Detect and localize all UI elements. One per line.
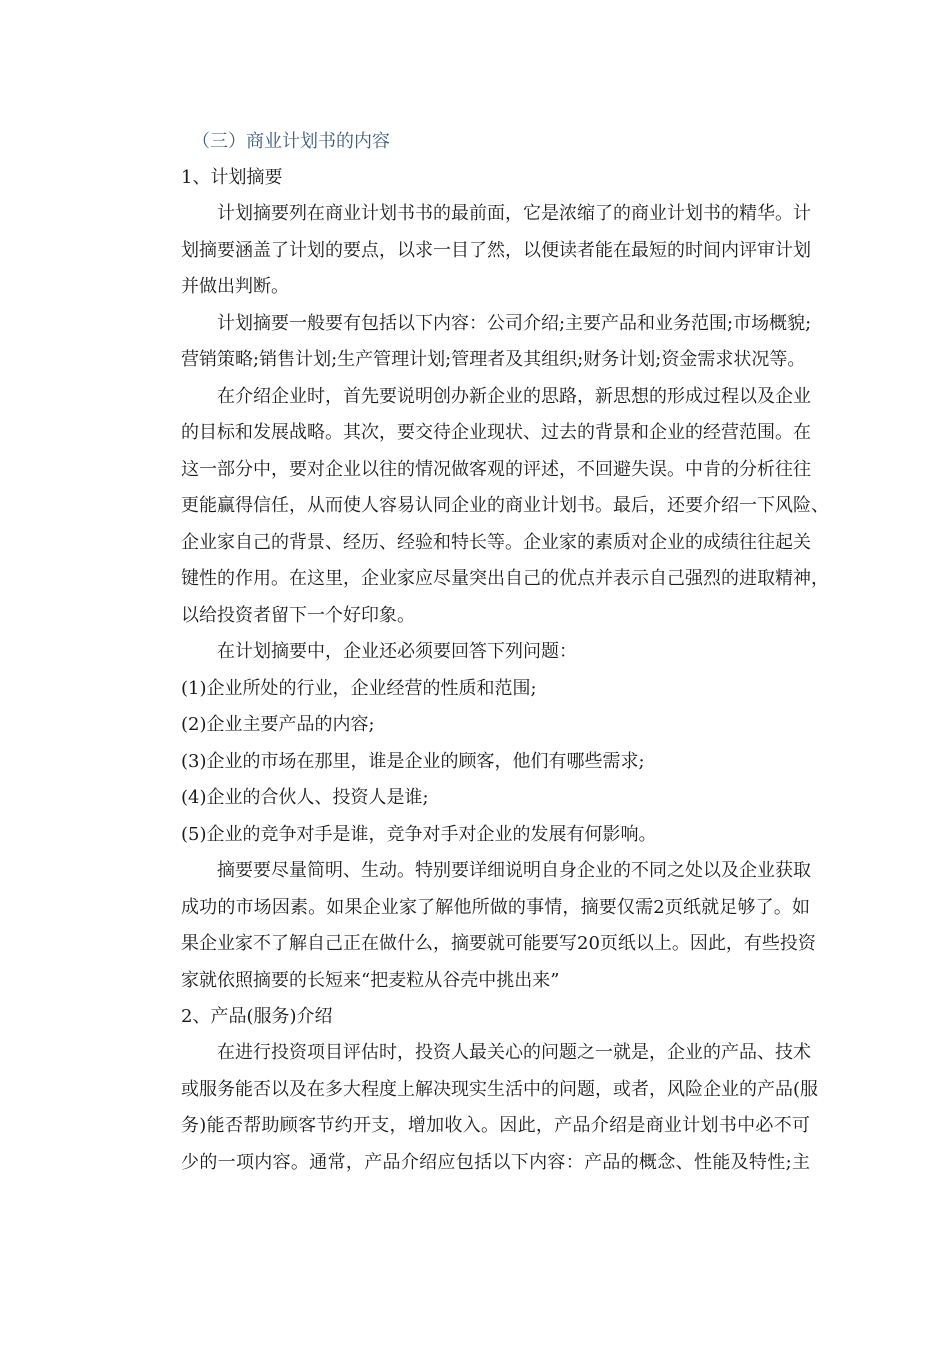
list-item: (2)企业主要产品的内容; xyxy=(181,714,375,735)
text-line: 少的一项内容。通常，产品介绍应包括以下内容：产品的概念、性能及特性;主 xyxy=(181,1151,810,1173)
text-line: 成功的市场因素。如果企业家了解他所做的事情，摘要仅需2页纸就足够了。如 xyxy=(181,896,810,918)
text-line: 或服务能否以及在多大程度上解决现实生活中的问题，或者，风险企业的产品(服 xyxy=(181,1078,819,1100)
text-line: 这一部分中，要对企业以往的情况做客观的评述，不回避失误。中肯的分析往往 xyxy=(181,458,811,480)
heading-plan-summary: 1、计划摘要 xyxy=(181,167,283,188)
list-item: (3)企业的市场在那里，谁是企业的顾客，他们有哪些需求; xyxy=(181,750,645,772)
document-body xyxy=(145,124,829,1181)
text-line: 并做出判断。 xyxy=(181,276,289,297)
paragraph-summary-contents xyxy=(145,306,810,379)
text-line: 营销策略;销售计划;生产管理计划;管理者及其组织;财务计划;资金需求状况等。 xyxy=(181,349,806,370)
section-title: （三）商业计划书的内容 xyxy=(192,131,390,152)
text-line: 键性的作用。在这里，企业家应尽量突出自己的优点并表示自己强烈的进取精神， xyxy=(181,568,829,589)
text-line: 的目标和发展战略。其次，要交待企业现状、过去的背景和企业的经营范围。在 xyxy=(181,422,811,443)
heading-product-intro: 2、产品(服务)介绍 xyxy=(181,1006,333,1027)
text-line: 以给投资者留下一个好印象。 xyxy=(181,604,415,626)
paragraph-company-intro xyxy=(145,379,829,635)
list-item: (5)企业的竞争对手是谁，竞争对手对企业的发展有何影响。 xyxy=(181,823,657,845)
text-line: 计划摘要一般要有包括以下内容：公司介绍;主要产品和业务范围;市场概貌; xyxy=(217,312,812,334)
text-line: 在进行投资项目评估时，投资人最关心的问题之一就是，企业的产品、技术 xyxy=(217,1042,811,1063)
text-line: 家就依照摘要的长短来“把麦粒从谷壳中挑出来” xyxy=(181,969,560,991)
list-item: (1)企业所处的行业，企业经营的性质和范围; xyxy=(181,677,537,699)
text-line: 在介绍企业时，首先要说明创办新企业的思路，新思想的形成过程以及企业 xyxy=(217,385,811,407)
text-line: 摘要要尽量简明、生动。特别要详细说明自身企业的不同之处以及企业获取 xyxy=(217,860,811,881)
text-line: 在计划摘要中，企业还必须要回答下列问题： xyxy=(217,641,577,662)
text-line: 更能赢得信任，从而使人容易认同企业的商业计划书。最后，还要介绍一下风险、 xyxy=(181,495,829,516)
text-line: 果企业家不了解自己正在做什么，摘要就可能要写20页纸以上。因此，有些投资 xyxy=(181,933,816,954)
text-line: 务)能否帮助顾客节约开支，增加收入。因此，产品介绍是商业计划书中必不可 xyxy=(181,1115,810,1136)
paragraph-summary-length xyxy=(145,853,816,999)
paragraph-questions-intro xyxy=(145,634,810,671)
text-line: 计划摘要列在商业计划书书的最前面，它是浓缩了的商业计划书的精华。计 xyxy=(217,203,811,224)
text-line: 划摘要涵盖了计划的要点，以求一目了然，以便读者能在最短的时间内评审计划 xyxy=(181,239,811,261)
text-line: 企业家自己的背景、经历、经验和特长等。企业家的素质对企业的成绩往往起关 xyxy=(181,531,811,553)
list-item: (4)企业的合伙人、投资人是谁; xyxy=(181,787,429,808)
paragraph-product-intro xyxy=(145,1035,819,1181)
paragraph-summary-intro xyxy=(145,196,810,306)
